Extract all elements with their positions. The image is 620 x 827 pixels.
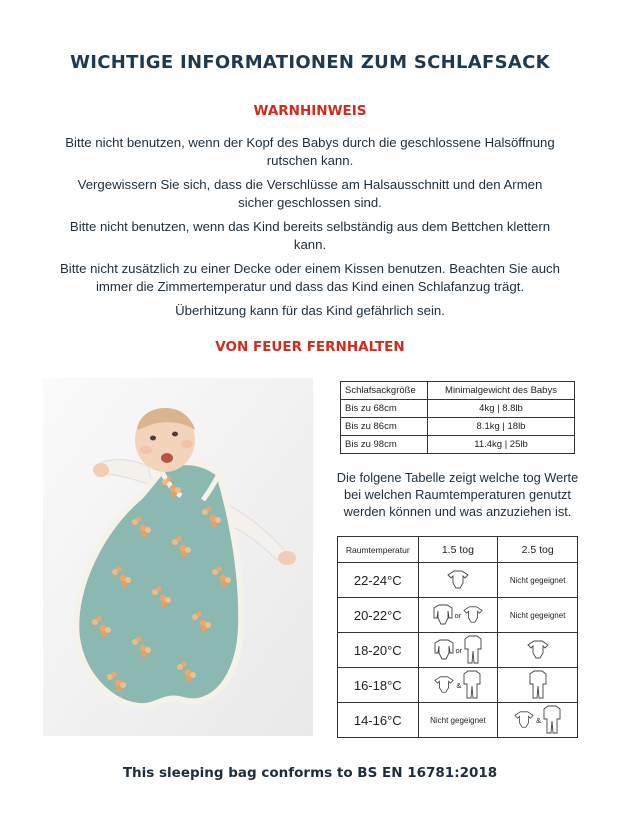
tog-1-5-cell — [418, 598, 498, 633]
weight-cell: 4kg | 8.8lb — [428, 400, 575, 418]
short-sleeve-bodysuit-icon — [514, 710, 534, 730]
short-sleeve-bodysuit-icon — [447, 570, 469, 590]
warning-paragraph-4: Bitte nicht zusätzlich zu einer Decke oder einem Kissen benutzen. Beachten Sie auch immer die Zimmertemperatur und dass das Kind einen Schlafanzug trägt. — [60, 261, 560, 294]
table-row — [338, 668, 578, 703]
and-label: & — [456, 680, 462, 690]
column-header: Schlafsackgröße — [341, 382, 428, 400]
table-header-row — [338, 537, 578, 563]
tog-2-5-cell — [498, 703, 578, 738]
short-sleeve-bodysuit-icon — [434, 675, 454, 695]
column-header: Minimalgewicht des Babys — [428, 382, 575, 400]
size-cell: Bis zu 68cm — [341, 400, 428, 418]
or-label: or — [454, 610, 462, 620]
size-cell: Bis zu 98cm — [341, 436, 428, 454]
short-sleeve-bodysuit-icon — [527, 640, 549, 660]
and-label: & — [536, 715, 542, 725]
column-header: Raumtemperatur — [338, 537, 419, 563]
table-row — [341, 400, 575, 418]
tog-explanation: Die folgene Tabelle zeigt welche tog Werte bei welchen Raumtemperaturen genutzt werden können und was anzuziehen ist. — [336, 470, 579, 519]
temperature-cell: 16-18°C — [338, 668, 419, 703]
table-row — [338, 563, 578, 598]
column-header: 1.5 tog — [418, 537, 498, 563]
table-header-row — [341, 382, 575, 400]
table-row — [338, 633, 578, 668]
standard-compliance-note: This sleeping bag conforms to BS EN 16781:2018 — [122, 765, 498, 781]
or-label: or — [455, 645, 463, 655]
baby-sleeping-bag-photo — [43, 378, 313, 736]
short-sleeve-bodysuit-icon — [463, 605, 483, 625]
not-suitable-label: Nicht gegeignet — [418, 703, 498, 738]
table-row — [338, 598, 578, 633]
warning-paragraph-5: Überhitzung kann für das Kind gefährlich sein. — [175, 303, 445, 318]
size-cell: Bis zu 86cm — [341, 418, 428, 436]
sleepsuit-icon — [463, 670, 481, 700]
warning-paragraph-1: Bitte nicht benutzen, wenn der Kopf des Babys durch die geschlossene Halsöffnung rutschen kann. — [65, 135, 555, 168]
tog-2-5-cell — [498, 668, 578, 703]
temperature-cell: 18-20°C — [338, 633, 419, 668]
temperature-cell: 20-22°C — [338, 598, 419, 633]
tog-temperature-table — [337, 536, 578, 738]
table-row — [341, 436, 575, 454]
temperature-cell: 22-24°C — [338, 563, 419, 598]
sleepsuit-icon — [464, 635, 482, 665]
warning-paragraph-3: Bitte nicht benutzen, wenn das Kind bereits selbständig aus dem Bettchen klettern kann. — [69, 219, 551, 252]
tog-1-5-cell — [418, 668, 498, 703]
warning-paragraph-2: Vergewissern Sie sich, dass die Verschlüsse am Halsausschnitt und den Armen sicher geschlossen sind. — [77, 177, 543, 210]
warning-heading: WARNHINWEIS — [253, 103, 367, 119]
not-suitable-label: Nicht gegeignet — [498, 598, 578, 633]
tog-1-5-cell — [418, 633, 498, 668]
long-sleeve-bodysuit-icon — [433, 604, 453, 626]
table-row — [341, 418, 575, 436]
weight-cell: 8.1kg | 18lb — [428, 418, 575, 436]
fire-warning-heading: VON FEUER FERNHALTEN — [215, 339, 405, 355]
sleepsuit-icon — [529, 670, 547, 700]
column-header: 2.5 tog — [498, 537, 578, 563]
size-weight-table — [340, 381, 575, 454]
page-title: WICHTIGE INFORMATIONEN ZUM SCHLAFSACK — [70, 52, 550, 73]
tog-2-5-cell — [498, 633, 578, 668]
not-suitable-label: Nicht gegeignet — [498, 563, 578, 598]
long-sleeve-bodysuit-icon — [434, 639, 454, 661]
table-row — [338, 703, 578, 738]
tog-1-5-cell — [418, 563, 498, 598]
temperature-cell: 14-16°C — [338, 703, 419, 738]
weight-cell: 11.4kg | 25lb — [428, 436, 575, 454]
sleepsuit-icon — [543, 705, 561, 735]
